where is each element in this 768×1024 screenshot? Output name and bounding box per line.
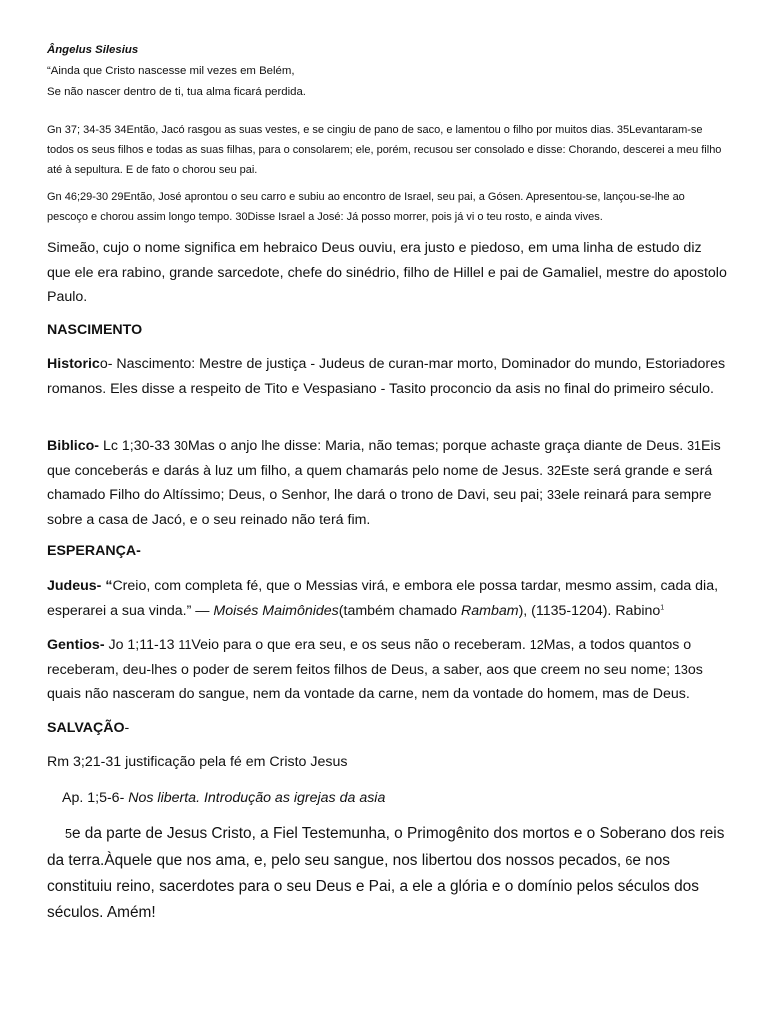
historico-label: Historic [47, 356, 100, 372]
verse-text: Veio para o que era seu, e os seus não o receberam. [191, 637, 530, 653]
heading-nascimento: NASCIMENTO [47, 322, 143, 338]
epigraph-line-2: Se não nascer dentro de ti, tua alma ficará perdida. [47, 86, 306, 98]
gentios-paragraph [47, 633, 727, 707]
epigraph [47, 40, 727, 103]
gentios-label: Gentios- [47, 637, 105, 653]
verse-text: e nos constituiu reino, sacerdotes para o seu Deus e Pai, a ele a glória e o domínio pelos séculos dos séculos. Amém! [47, 851, 699, 921]
ap-ref: Ap. 1;5-6- [62, 790, 129, 806]
apocalipse-line [62, 786, 742, 811]
epigraph-line-1: “Ainda que Cristo nascesse mil vezes em Belém, [47, 65, 295, 77]
gentios-ref: Jo 1;11-13 [104, 637, 179, 653]
historico-text: o- Nascimento: Mestre de justiça - Judeus de curan-mar morto, Dominador do mundo, Estoriadores romanos. Eles disse a respeito de Tito e Vespasiano - Tasito proconcio da asis no final do primeiro século. [47, 356, 726, 397]
judeus-quote: Creio, com completa fé, que o Messias virá, e embora ele possa tardar, mesmo assim, cada dia, [112, 578, 719, 594]
verse-text: Mas, a todos quantos o receberam, deu-lhes o poder de serem feitos filhos de Deus, a saber, aos que creem no seu nome; [47, 637, 692, 678]
author-dates: ), (1135-1204). Rabino [518, 602, 661, 619]
ap-title: Nos liberta. Introdução as igrejas da asia [128, 790, 386, 806]
verse-number: 5 [65, 827, 72, 841]
biblico-ref: Lc 1;30-33 [99, 438, 174, 454]
verse-text: os quais não nasceram do sangue, nem da vontade da carne, nem da vontade do homem, mas de Deus. [47, 661, 703, 702]
verse-number: 32 [547, 463, 561, 478]
apocalipse-passage [47, 821, 727, 925]
quote-author: Moisés Maimônides [213, 602, 339, 619]
heading-salvacao-line [47, 716, 727, 741]
gn46-passage: Gn 46;29-30 29Então, José aprontou o seu carro e subiu ao encontro de Israel, seu pai, a Gósen. Apresentou-se, lançou-se-lhe ao pescoço e chorou assim longo tempo. 30Disse Israel a José: Já posso morrer, pois já vi o teu rosto, e ainda vives. [47, 191, 685, 223]
simeao-paragraph: Simeão, cujo o nome significa em hebraico Deus ouviu, era justo e piedoso, em uma linha de estudo diz que ele era rabino, grande sarcedote, chefe do sinédrio, filho de Hillel e pai de Gamaliel, mestre do apostolo Paulo. [47, 240, 727, 305]
footnote-marker: 1 [660, 603, 665, 611]
verse-text: Mas o anjo lhe disse: Maria, não temas; porque achaste graça diante de Deus. [187, 438, 688, 454]
gn37-passage: Gn 37; 34-35 34Então, Jacó rasgou as suas vestes, e se cingiu de pano de saco, e lamentou o filho por muitos dias. 35Levantaram-se todos os seus filhos e todas as suas filhas, para o consolarem; ele, porém, recusou ser consolado e disse: Chorando, descerei a meu filho até à sepultura. E de fato o chorou seu pai. [47, 124, 722, 176]
verse-number: 13 [673, 662, 688, 677]
biblico-label: Biblico- [47, 438, 100, 454]
epigraph-author: Ângelus Silesius [47, 44, 139, 56]
judeus-paragraph [47, 574, 727, 623]
verse-number: 31 [687, 439, 701, 453]
judeus-label: Judeus- “ [47, 578, 113, 594]
judeus-quote-end: esperarei a sua vinda.” — [47, 602, 214, 619]
heading-salvacao: SALVAÇÃO [47, 720, 125, 736]
verse-text: Este será grande e será chamado Filho do Altíssimo; Deus, o Senhor, lhe dará o trono de Davi, seu pai; [47, 462, 713, 503]
author-alias: Rambam [461, 602, 519, 619]
romanos-line: Rm 3;21-31 justificação pela fé em Cristo Jesus [47, 754, 348, 770]
verse-number: 11 [178, 638, 192, 652]
heading-dash: - [124, 720, 130, 736]
verse-text: Eis que conceberás e darás à luz um filho, a quem chamarás pelo nome de Jesus. [47, 438, 721, 479]
verse-text: ele reinará para sempre sobre a casa de Jacó, e o seu reinado não terá fim. [47, 487, 712, 528]
verse-number: 6 [625, 853, 633, 868]
verse-text: e da parte de Jesus Cristo, a Fiel Testemunha, o Primogênito dos mortos e o Soberano dos reis da terra.Àquele que nos ama, e, pelo seu sangue, nos libertou dos nossos pecados, [47, 825, 725, 869]
verse-number: 33 [547, 488, 561, 502]
biblico-paragraph [47, 434, 727, 532]
verse-number: 12 [529, 638, 544, 652]
heading-esperanca: ESPERANÇA- [47, 543, 141, 559]
author-note: (também chamado [338, 602, 462, 619]
verse-number: 30 [173, 439, 188, 453]
historico-paragraph [47, 352, 727, 401]
